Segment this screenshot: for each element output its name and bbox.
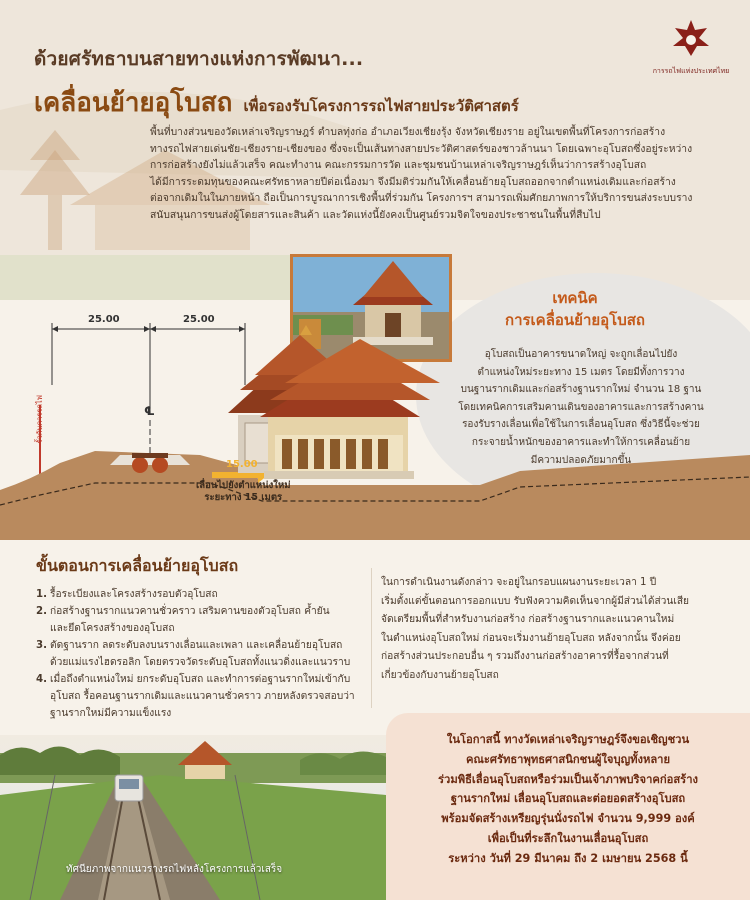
step-item: [36, 637, 366, 671]
move-annotation-line: ระยะทาง 15 เมตร: [204, 492, 283, 503]
step-number: 3.: [36, 640, 47, 651]
step-line: เมื่อถึงตำแหน่งใหม่ ยกระดับอุโบสถ และทำการต่อฐานรากใหม่เข้ากับ: [50, 674, 351, 685]
technique-line: บนฐานรากเดิมและก่อสร้างฐานรากใหม่ จำนวน 18 ฐาน: [460, 384, 702, 396]
step-line: ด้วยแม่แรงไฮดรอลิก โดยตรวจวัดระดับอุโบสถทั้งแนวดิ่งและแนวราบ: [50, 657, 351, 668]
step-text: [50, 603, 330, 637]
step-text: [50, 586, 218, 603]
technique-line: กระจายน้ำหนักของอาคารและทำให้การเคลื่อนย้าย: [471, 436, 691, 448]
invitation-line: คณะศรัทธาพุทธศาสนิกชนผู้ใจบุญทั้งหลาย: [465, 752, 671, 766]
tagline: ด้วยศรัทธาบนสายทางแห่งการพัฒนา...: [34, 48, 364, 70]
step-item: [36, 586, 366, 603]
step-item: [36, 603, 366, 637]
plan-line: จัดเตรียมพื้นที่สำหรับงานก่อสร้าง ก่อสร้างฐานรากและแนวคานใหม่: [381, 614, 675, 625]
srt-emblem-icon: [669, 16, 713, 60]
dimension-left: 25.00: [88, 314, 120, 325]
step-line: ฐานรากใหม่มีความแข็งแรง: [50, 708, 172, 719]
plan-line: ในการดำเนินงานดังกล่าว จะอยู่ในกรอบแผนงานระยะเวลา 1 ปี: [381, 577, 657, 588]
move-annotation: [196, 480, 290, 504]
steps-list: [36, 586, 366, 722]
plan-line: ก่อสร้างส่วนประกอบอื่น ๆ รวมถึงงานก่อสร้างอาคารที่รื้อจากส่วนที่: [381, 651, 669, 662]
plan-line: เริ่มตั้งแต่ขั้นตอนการออกแบบ รับฟังความคิดเห็นจากผู้มีส่วนได้ส่วนเสีย: [381, 595, 690, 607]
centerline-symbol: ℄: [144, 404, 155, 418]
invitation-line: เพื่อเป็นที่ระลึกในงานเลื่อนอุโบสถ: [487, 831, 649, 845]
technique-line: โดยเทคนิคการเสริมคานเดินของอาคารและการสร้างคาน: [458, 401, 704, 413]
invitation-line: ร่วมพิธีเลื่อนอุโบสถหรือร่วมเป็นเจ้าภาพบริจาคก่อสร้าง: [438, 772, 698, 786]
invitation-text: [386, 730, 750, 869]
steps-title: ขั้นตอนการเคลื่อนย้ายอุโบสถ: [36, 556, 239, 575]
logo-label: การรถไฟแห่งประเทศไทย: [652, 67, 730, 75]
technique-line: มีความปลอดภัยมากขึ้น: [530, 454, 632, 466]
page-subtitle: เพื่อรองรับโครงการรถไฟสายประวัติศาสตร์: [243, 97, 519, 115]
technique-line: รองรับรางเลื่อนเพื่อใช้ในการเลื่อนอุโบสถ ซึ่งวิธีนี้จะช่วย: [462, 419, 700, 431]
technique-title: เทคนิค: [552, 289, 598, 307]
cross-section-drawing: [0, 305, 750, 540]
dimension-right: 25.00: [183, 314, 215, 325]
technique-line: อุโบสถเป็นอาคารขนาดใหญ่ จะถูกเลื่อนไปยัง: [484, 349, 678, 360]
page-title: เคลื่อนย้ายอุโบสถ: [34, 88, 233, 118]
plan-line: เกี่ยวข้องกับงานย้ายอุโบสถ: [381, 669, 499, 681]
invitation-line: ฐานรากใหม่ เลื่อนอุโบสถและต่อยอดสร้างอุโบสถ: [450, 792, 686, 806]
intro-line: ทางรถไฟสายเด่นชัย-เชียงราย-เชียงของ ซึ่งจะเป็นเส้นทางสายประวัติศาสตร์ของชาวล้านนา โดยเฉพาะอุโบสถซึ่งอยู่ระหว่าง: [150, 142, 693, 155]
invitation-line: ในโอกาสนี้ ทางวัดเหล่าเจริญราษฎร์จึงขอเชิญชวน: [446, 733, 690, 746]
technique-title: การเคลื่อนย้ายอุโบสถ: [504, 311, 645, 329]
invitation-line: พร้อมจัดสร้างเหรียญรุ่นนั่งรถไฟ จำนวน 9,999 องค์: [441, 812, 695, 826]
technique-line: ตำแหน่งใหม่ระยะทาง 15 เมตร โดยมีทั้งการวาง: [477, 366, 685, 378]
move-annotation-line: เลื่อนไปยังตำแหน่งใหม่: [196, 480, 291, 491]
step-number: 4.: [36, 674, 47, 685]
step-line: และยึดโครงสร้างของอุโบสถ: [50, 623, 175, 634]
step-number: 2.: [36, 606, 47, 617]
rendering-caption: ทัศนียภาพจากแนวรางรถไฟหลังโครงการแล้วเสร็จ: [66, 864, 283, 875]
step-text: [50, 671, 355, 722]
step-line: รื้อระเบียงและโครงสร้างรอบตัวอุโบสถ: [50, 589, 218, 600]
step-item: [36, 671, 366, 722]
plan-paragraph: [381, 574, 733, 685]
fence-label: รั้วกันการรถไฟ: [35, 395, 44, 444]
step-line: ก่อสร้างฐานรากแนวคานชั่วคราว เสริมคานของตัวอุโบสถ ค้ำยัน: [50, 606, 330, 617]
cross-section-diagram: [0, 305, 750, 540]
intro-line: พื้นที่บางส่วนของวัดเหล่าเจริญราษฎร์ ตำบลทุ่งก่อ อำเภอเวียงเชียงรุ้ง จังหวัดเชียงราย อยู่ในเขตพื้นที่โครงการก่อสร้าง: [150, 126, 666, 138]
step-text: [50, 637, 350, 671]
step-line: อุโบสถ รื้อคอนฐานรากเดิมและแนวคานชั่วคราว ภายหลังตรวจสอบว่า: [50, 691, 355, 702]
invitation-line: ระหว่าง วันที่ 29 มีนาคม ถึง 2 เมษายน 2568 นี้: [448, 851, 688, 865]
srt-logo: [646, 16, 736, 77]
headline: [34, 82, 519, 123]
intro-line: ต่อจากเดิมในในภายหน้า ถือเป็นการบูรณาการเชิงพื้นที่ร่วมกัน โครงการฯ สามารถเพิ่มศักยภาพการให้บริการขนส่งระบบราง: [150, 192, 693, 205]
step-number: 1.: [36, 589, 47, 600]
intro-paragraph: [150, 124, 730, 224]
intro-line: การก่อสร้างยังไม่แล้วเสร็จ คณะทำงาน คณะกรรมการวัด และชุมชนบ้านเหล่าเจริญราษฎร์เห็นว่าการสร้างอุโบสถ: [150, 159, 647, 172]
intro-line: ได้มีการระดมทุนของคณะศรัทธาหลายปีต่อเนื่องมา จึงมีมติร่วมกันให้เคลื่อนย้ายอุโบสถออกจากตำแหน่งเดิมและก่อสร้าง: [150, 175, 676, 188]
intro-line: สนับสนุนการขนส่งผู้โดยสารและสินค้า และวัดแห่งนี้ยังคงเป็นศูนย์รวมจิตใจของประชาชนในพื้นที่สืบไป: [150, 208, 601, 221]
move-distance-value: 15.00: [226, 459, 258, 470]
step-line: ตัดฐานราก ลดระดับลงบนรางเลื่อนและเพลา และเคลื่อนย้ายอุโบสถ: [50, 640, 343, 651]
plan-line: ในตำแหน่งอุโบสถใหม่ ก่อนจะเริ่มงานย้ายอุโบสถ หลังจากนั้น จึงค่อย: [381, 632, 681, 644]
